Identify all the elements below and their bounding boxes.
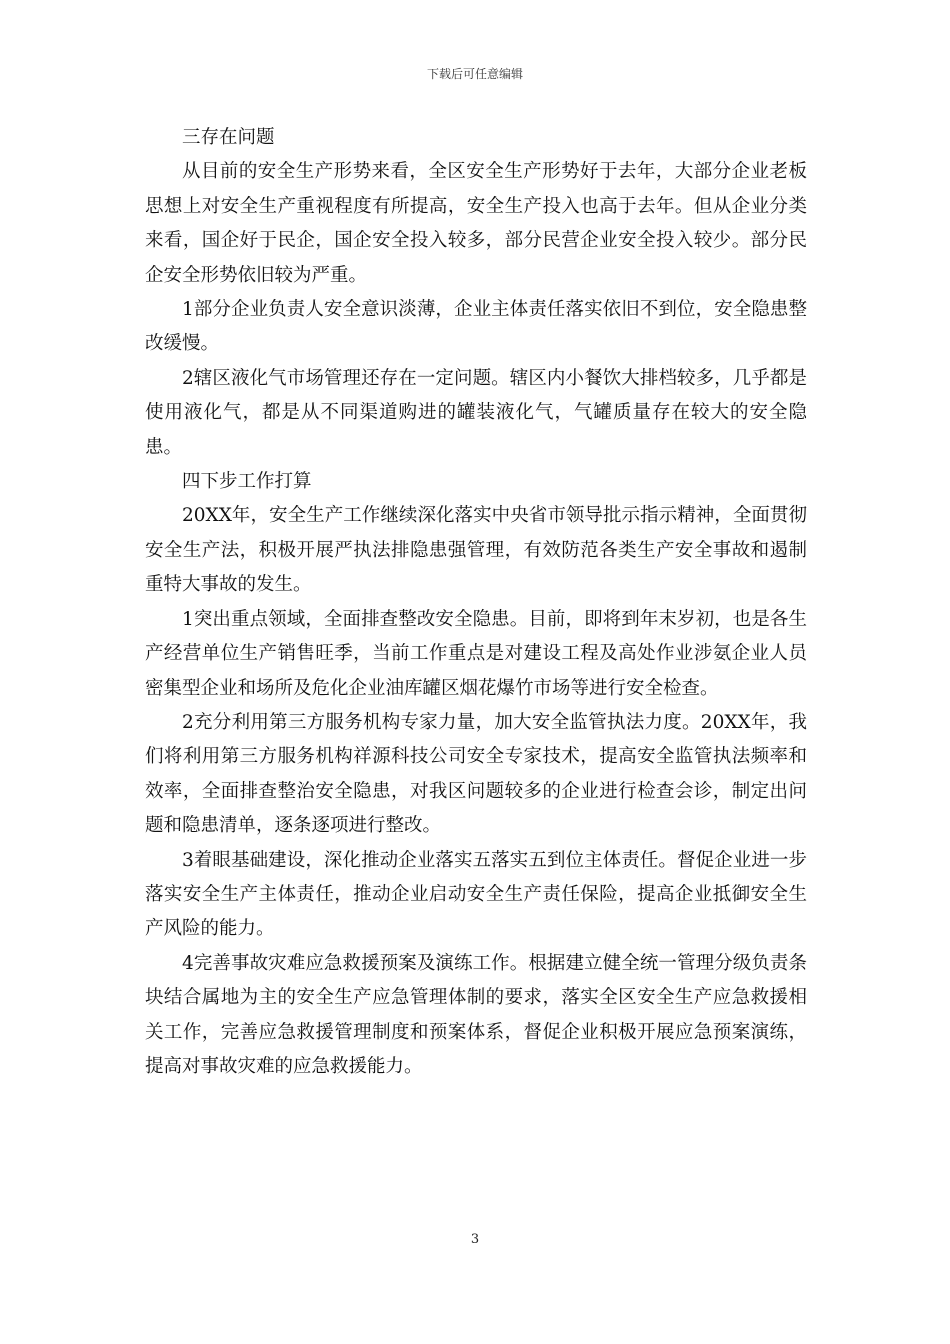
section-heading-problems: 三存在问题 <box>182 127 275 148</box>
paragraph-plan-2: 2充分利用第三方服务机构专家力量，加大安全监管执法力度。20XX年，我们将利用第三方服务机构祥源科技公司安全专家技术，提高安全监管执法频率和效率，全面排查整治安全隐患，对我区问题较多的企业进行检查会诊，制定出问题和隐患清单，逐条逐项进行整改。 <box>145 711 807 837</box>
page-header: 下载后可任意编辑 <box>426 67 523 81</box>
paragraph-problem-2: 2辖区液化气市场管理还存在一定问题。辖区内小餐饮大排档较多，几乎都是使用液化气，都是从不同渠道购进的罐装液化气，气罐质量存在较大的安全隐患。 <box>145 367 807 458</box>
section-heading-next-steps: 四下步工作打算 <box>182 471 312 493</box>
paragraph-plan-3: 3着眼基础建设，深化推动企业落实五落实五到位主体责任。督促企业进一步落实安全生产主体责任，推动企业启动安全生产责任保险，提高企业抵御安全生产风险的能力。 <box>145 849 807 940</box>
paragraph-plan-4: 4完善事故灾难应急救援预案及演练工作。根据建立健全统一管理分级负责条块结合属地为主的安全生产应急管理体制的要求，落实全区安全生产应急救援相关工作，完善应急救援管理制度和预案体系，督促企业积极开展应急预案演练，提高对事故灾难的应急救援能力。 <box>145 952 807 1077</box>
page-number: 3 <box>470 1232 480 1247</box>
document-body <box>145 121 807 1084</box>
paragraph-situation: 从目前的安全生产形势来看，全区安全生产形势好于去年，大部分企业老板思想上对安全生产重视程度有所提高，安全生产投入也高于去年。但从企业分类来看，国企好于民企，国企安全投入较多，部分民营企业安全投入较少。部分民企安全形势依旧较为严重。 <box>145 161 807 286</box>
paragraph-plan-intro: 20XX年，安全生产工作继续深化落实中央省市领导批示指示精神，全面贯彻安全生产法，积极开展严执法排隐患强管理，有效防范各类生产安全事故和遏制重特大事故的发生。 <box>145 505 807 596</box>
paragraph-plan-1: 1突出重点领域，全面排查整改安全隐患。目前，即将到年末岁初，也是各生产经营单位生产销售旺季，当前工作重点是对建设工程及高处作业涉氨企业人员密集型企业和场所及危化企业油库罐区烟花爆竹市场等进行安全检查。 <box>145 608 807 699</box>
paragraph-problem-1: 1部分企业负责人安全意识淡薄，企业主体责任落实依旧不到位，安全隐患整改缓慢。 <box>145 299 807 355</box>
